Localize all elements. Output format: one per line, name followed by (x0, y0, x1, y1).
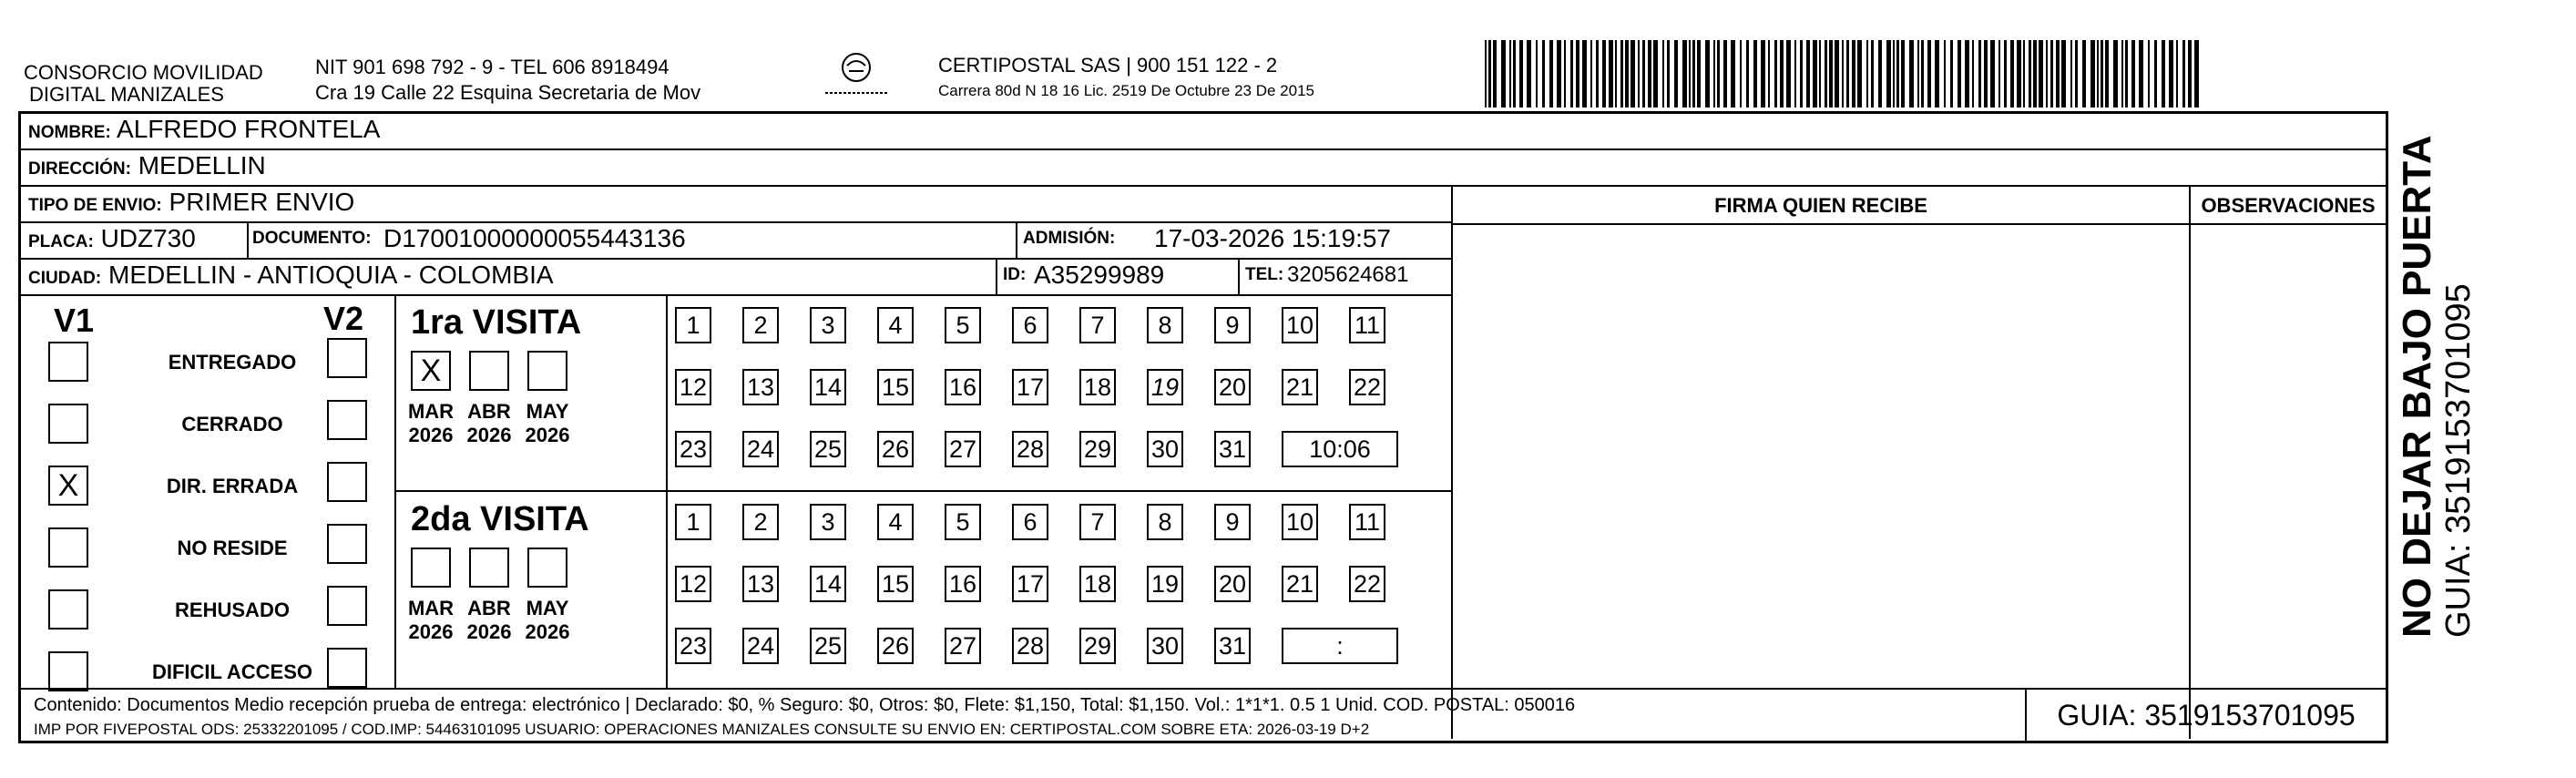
day-box-1[interactable]: 1 (675, 504, 711, 540)
barcode-bar (1536, 40, 1538, 107)
barcode-bar (1682, 40, 1687, 107)
month-checkbox-mar[interactable]: X (411, 351, 451, 391)
day-box-9[interactable]: 9 (1214, 307, 1251, 343)
day-box-28[interactable]: 28 (1012, 628, 1048, 664)
barcode-bar (1958, 40, 1961, 107)
barcode-bar (2004, 40, 2007, 107)
barcode-bar (1998, 40, 2000, 107)
nombre-row (21, 114, 2386, 150)
barcode (1485, 40, 2204, 107)
barcode-bar (1705, 40, 1710, 107)
barcode-bar (2188, 40, 2192, 107)
day-box-31[interactable]: 31 (1214, 431, 1251, 467)
day-box-25[interactable]: 25 (810, 431, 846, 467)
barcode-bar (1835, 40, 1839, 107)
barcode-bar (2050, 40, 2053, 107)
v2-checkbox[interactable] (327, 524, 367, 564)
barcode-bar (2148, 40, 2150, 107)
barcode-bar (1871, 40, 1874, 107)
barcode-bar (1570, 40, 1573, 107)
barcode-bar (1674, 40, 1678, 107)
v1-checkbox-dir-errada[interactable]: X (48, 466, 88, 506)
barcode-bar (1582, 40, 1587, 107)
status-label: NO RESIDE (177, 537, 288, 559)
firma-header: FIRMA QUIEN RECIBE (1714, 194, 1927, 217)
barcode-bar (2039, 40, 2043, 107)
direccion-label: DIRECCIÓN: (28, 159, 131, 179)
signature-area[interactable] (1453, 225, 2187, 688)
barcode-bar (1485, 40, 1487, 107)
day-box-23[interactable]: 23 (675, 628, 711, 664)
direccion-row (21, 150, 2386, 187)
barcode-bar (1557, 40, 1561, 107)
day-box-1[interactable]: 1 (675, 307, 711, 343)
day-box-3[interactable]: 3 (810, 504, 846, 540)
v2-label: V2 (323, 300, 364, 337)
month-name: MAY (526, 400, 569, 423)
day-box-13[interactable]: 13 (742, 369, 779, 405)
barcode-bar (1620, 40, 1623, 107)
id-label: ID: (1003, 265, 1027, 284)
day-box-31[interactable]: 31 (1214, 628, 1251, 664)
barcode-bar (1813, 40, 1817, 107)
day-box-5[interactable]: 5 (945, 307, 981, 343)
day-box-8[interactable]: 8 (1147, 504, 1183, 540)
barcode-bar (1653, 40, 1658, 107)
day-box-6[interactable]: 6 (1012, 307, 1048, 343)
status-label: DIR. ERRADA (166, 475, 299, 497)
barcode-bar (1602, 40, 1606, 107)
barcode-bar (1662, 40, 1664, 107)
day-box-12[interactable]: 12 (675, 369, 711, 405)
barcode-bar (1689, 40, 1691, 107)
side-guia: GUIA: 3519153701095 (2439, 283, 2478, 638)
v2-checkbox[interactable] (327, 648, 367, 688)
month-year: 2026 (525, 620, 570, 643)
barcode-bar (1576, 40, 1579, 107)
barcode-bar (1878, 40, 1882, 107)
barcode-bar (1819, 40, 1821, 107)
barcode-bar (1630, 40, 1635, 107)
day-box-29[interactable]: 29 (1079, 431, 1116, 467)
barcode-bar (2061, 40, 2066, 107)
barcode-bar (2075, 40, 2078, 107)
company-line-2: DIGITAL MANIZALES (29, 83, 224, 106)
documento-value: D17001000000055443136 (383, 224, 686, 252)
barcode-bar (1935, 40, 1939, 107)
barcode-bar (1829, 40, 1833, 107)
barcode-bar (1549, 40, 1553, 107)
day-box-2[interactable]: 2 (742, 504, 779, 540)
status-label: DIFICIL ACCESO (151, 660, 312, 683)
barcode-bar (2090, 40, 2095, 107)
barcode-bar (2162, 40, 2165, 107)
side-warning (2396, 135, 2478, 638)
day-box-28[interactable]: 28 (1012, 431, 1048, 467)
barcode-bar (1972, 40, 1974, 107)
barcode-bar (1886, 40, 1891, 107)
barcode-bar (1713, 40, 1715, 107)
day-box-2[interactable]: 2 (742, 307, 779, 343)
barcode-bar (1950, 40, 1953, 107)
observations-area[interactable] (2191, 225, 2386, 688)
barcode-bar (2176, 40, 2178, 107)
placa-row (21, 223, 1451, 260)
barcode-bar (1638, 40, 1640, 107)
barcode-bar (1857, 40, 1862, 107)
barcode-bar (1893, 40, 1895, 107)
month-year: 2026 (466, 424, 512, 446)
barcode-bar (1774, 40, 1777, 107)
day-box-18[interactable]: 18 (1079, 369, 1116, 405)
month-name: MAY (526, 597, 569, 619)
status-label: CERRADO (181, 413, 283, 435)
barcode-bar (1746, 40, 1749, 107)
barcode-bar (1909, 40, 1914, 107)
month-name: ABR (467, 400, 511, 423)
time-box[interactable]: : (1282, 628, 1398, 664)
barcode-bar (1846, 40, 1849, 107)
month-label (520, 400, 575, 447)
nit-line: NIT 901 698 792 - 9 - TEL 606 8918494 (315, 56, 670, 78)
barcode-bar (1927, 40, 1931, 107)
barcode-bar (1780, 40, 1784, 107)
address-line: Cra 19 Calle 22 Esquina Secretaria de Mov (315, 81, 701, 104)
barcode-bar (1786, 40, 1791, 107)
tipo-row (21, 187, 1451, 223)
day-box-25[interactable]: 25 (810, 628, 846, 664)
day-box-16[interactable]: 16 (945, 369, 981, 405)
admision-value: 17-03-2026 15:19:57 (1154, 224, 1391, 252)
day-box-11[interactable]: 11 (1349, 504, 1385, 540)
day-box-4[interactable]: 4 (877, 504, 914, 540)
ciudad-label: CIUDAD: (28, 269, 102, 288)
month-year: 2026 (408, 424, 454, 446)
day-box-26[interactable]: 26 (877, 431, 914, 467)
day-box-5[interactable]: 5 (945, 504, 981, 540)
month-label (462, 400, 516, 447)
barcode-bar (1692, 40, 1695, 107)
barcode-bar (1921, 40, 1924, 107)
admision-label: ADMISIÓN: (1023, 229, 1116, 248)
tel-label: TEL: (1245, 265, 1284, 284)
day-box-10[interactable]: 10 (1282, 504, 1318, 540)
day-box-13[interactable]: 13 (742, 566, 779, 602)
month-checkbox-mar[interactable] (411, 548, 451, 588)
barcode-bar (1723, 40, 1727, 107)
day-box-21[interactable]: 21 (1282, 566, 1318, 602)
v1-checkbox-rehusado[interactable] (48, 589, 88, 630)
carrier-info (938, 53, 1314, 104)
id-value: A35299989 (1034, 261, 1165, 289)
barcode-bar (2131, 40, 2135, 107)
documento-label: DOCUMENTO: (252, 229, 372, 248)
barcode-bar (1800, 40, 1803, 107)
barcode-bar (1542, 40, 1545, 107)
company-name (24, 62, 263, 106)
carrier-line: CERTIPOSTAL SAS | 900 151 122 - 2 (938, 54, 1278, 77)
barcode-bar (1866, 40, 1868, 107)
barcode-bar (1761, 40, 1765, 107)
barcode-bar (1513, 40, 1516, 107)
barcode-bar (2070, 40, 2072, 107)
barcode-bar (2082, 40, 2086, 107)
month-year: 2026 (525, 424, 570, 446)
barcode-bar (2121, 40, 2123, 107)
time-box[interactable]: 10:06 (1282, 431, 1398, 467)
day-box-11[interactable]: 11 (1349, 307, 1385, 343)
day-box-15[interactable]: 15 (877, 369, 914, 405)
v1-checkbox-no-reside[interactable] (48, 527, 88, 568)
day-box-30[interactable]: 30 (1147, 431, 1183, 467)
v2-checkbox[interactable] (327, 462, 367, 502)
barcode-bar (1642, 40, 1645, 107)
barcode-bar (2125, 40, 2128, 107)
month-checkbox-may[interactable] (527, 351, 567, 391)
v2-checkbox[interactable] (327, 586, 367, 626)
day-box-14[interactable]: 14 (810, 369, 846, 405)
barcode-bar (1917, 40, 1919, 107)
barcode-bar (1596, 40, 1599, 107)
ciudad-row (21, 260, 1451, 296)
barcode-bar (2017, 40, 2021, 107)
v1-checkbox-cerrado[interactable] (48, 404, 88, 444)
nombre-value: ALFREDO FRONTELA (117, 115, 381, 143)
month-checkbox-may[interactable] (527, 548, 567, 588)
barcode-bar (2182, 40, 2185, 107)
day-box-29[interactable]: 29 (1079, 628, 1116, 664)
barcode-bar (1731, 40, 1735, 107)
day-box-21[interactable]: 21 (1282, 369, 1318, 405)
month-label (404, 400, 458, 447)
barcode-bar (1978, 40, 1981, 107)
month-label (404, 597, 458, 644)
barcode-bar (2033, 40, 2037, 107)
barcode-bar (1852, 40, 1855, 107)
month-name: MAR (407, 597, 455, 619)
barcode-bar (1648, 40, 1651, 107)
day-box-24[interactable]: 24 (742, 628, 779, 664)
day-box-9[interactable]: 9 (1214, 504, 1251, 540)
nombre-label: NOMBRE: (28, 123, 111, 142)
placa-label: PLACA: (28, 232, 94, 251)
barcode-bar (1768, 40, 1770, 107)
day-box-4[interactable]: 4 (877, 307, 914, 343)
day-box-27[interactable]: 27 (945, 628, 981, 664)
day-box-24[interactable]: 24 (742, 431, 779, 467)
day-box-23[interactable]: 23 (675, 431, 711, 467)
observaciones-header: OBSERVACIONES (2201, 194, 2376, 217)
barcode-bar (2113, 40, 2118, 107)
barcode-bar (2105, 40, 2109, 107)
footer-imp: IMP POR FIVEPOSTAL ODS: 25332201095 / COD.IMP: 54463101095 USUARIO: OPERACIONES MANIZALES CONSULTE SU ENVIO EN: CERTIPOSTAL.COM SOBRE ETA: 2026-03-19 D+2 (34, 721, 1370, 738)
day-box-22[interactable]: 22 (1349, 369, 1385, 405)
visit2-title: 2da VISITA (411, 500, 589, 538)
direccion-value: MEDELLIN (138, 151, 266, 179)
barcode-bar (1717, 40, 1720, 107)
barcode-bar (1697, 40, 1701, 107)
barcode-bar (1609, 40, 1613, 107)
certipostal-logo (818, 49, 894, 104)
day-box-18[interactable]: 18 (1079, 566, 1116, 602)
day-box-19[interactable]: 19 (1147, 566, 1183, 602)
barcode-bar (2139, 40, 2143, 107)
barcode-bar (2194, 40, 2199, 107)
barcode-bar (1564, 40, 1566, 107)
barcode-bar (1842, 40, 1844, 107)
barcode-bar (2023, 40, 2025, 107)
month-checkbox-abr[interactable] (469, 351, 509, 391)
day-box-30[interactable]: 30 (1147, 628, 1183, 664)
barcode-bar (1501, 40, 1506, 107)
day-box-14[interactable]: 14 (810, 566, 846, 602)
day-box-26[interactable]: 26 (877, 628, 914, 664)
barcode-bar (1896, 40, 1899, 107)
status-label: REHUSADO (175, 599, 290, 621)
day-box-3[interactable]: 3 (810, 307, 846, 343)
month-year: 2026 (466, 620, 512, 643)
barcode-bar (2029, 40, 2031, 107)
day-box-8[interactable]: 8 (1147, 307, 1183, 343)
guia-box: GUIA: 3519153701095 (2025, 688, 2386, 742)
day-box-16[interactable]: 16 (945, 566, 981, 602)
v2-checkbox[interactable] (327, 338, 367, 378)
v2-checkbox[interactable] (327, 400, 367, 440)
barcode-bar (2056, 40, 2060, 107)
day-box-7[interactable]: 7 (1079, 307, 1116, 343)
carrier-address: Carrera 80d N 18 16 Lic. 2519 De Octubre 23 De 2015 (938, 82, 1314, 99)
barcode-bar (1527, 40, 1531, 107)
tipo-label: TIPO DE ENVIO: (28, 196, 162, 215)
barcode-bar (2097, 40, 2099, 107)
month-year: 2026 (408, 620, 454, 643)
barcode-bar (1753, 40, 1757, 107)
barcode-bar (1625, 40, 1629, 107)
day-box-15[interactable]: 15 (877, 566, 914, 602)
barcode-bar (1965, 40, 1969, 107)
barcode-bar (1825, 40, 1827, 107)
barcode-bar (1740, 40, 1742, 107)
barcode-bar (2169, 40, 2173, 107)
v1-checkbox-entregado[interactable] (48, 342, 88, 382)
tel-value: 3205624681 (1287, 262, 1409, 287)
company-line-1: CONSORCIO MOVILIDAD (24, 61, 263, 84)
day-box-10[interactable]: 10 (1282, 307, 1318, 343)
day-box-7[interactable]: 7 (1079, 504, 1116, 540)
day-box-6[interactable]: 6 (1012, 504, 1048, 540)
month-label (462, 597, 516, 644)
barcode-bar (1944, 40, 1946, 107)
barcode-bar (1901, 40, 1905, 107)
barcode-bar (1806, 40, 1810, 107)
month-name: MAR (407, 400, 455, 423)
barcode-bar (1488, 40, 1491, 107)
day-box-17[interactable]: 17 (1012, 566, 1048, 602)
barcode-bar (1794, 40, 1796, 107)
day-box-20[interactable]: 20 (1214, 566, 1251, 602)
barcode-bar (1493, 40, 1497, 107)
month-label (520, 597, 575, 644)
barcode-bar (2101, 40, 2103, 107)
barcode-bar (1615, 40, 1617, 107)
month-name: ABR (467, 597, 511, 619)
day-box-27[interactable]: 27 (945, 431, 981, 467)
barcode-bar (1590, 40, 1592, 107)
day-box-17[interactable]: 17 (1012, 369, 1048, 405)
day-box-19[interactable]: 19 (1147, 369, 1183, 405)
day-box-22[interactable]: 22 (1349, 566, 1385, 602)
barcode-bar (1519, 40, 1523, 107)
no-dejar-text: NO DEJAR BAJO PUERTA (2395, 135, 2439, 638)
barcode-bar (1984, 40, 1988, 107)
barcode-bar (1990, 40, 1995, 107)
delivery-form (18, 111, 2388, 743)
visit1-title: 1ra VISITA (411, 303, 582, 342)
placa-value: UDZ730 (100, 224, 196, 252)
v1-label: V1 (54, 302, 95, 339)
barcode-bar (2154, 40, 2157, 107)
company-info (315, 55, 700, 106)
day-box-20[interactable]: 20 (1214, 369, 1251, 405)
barcode-bar (2010, 40, 2014, 107)
v1-checkbox-dificil-acceso[interactable] (48, 651, 88, 691)
barcode-bar (1509, 40, 1511, 107)
status-label: ENTREGADO (168, 351, 297, 374)
day-box-12[interactable]: 12 (675, 566, 711, 602)
barcode-bar (1667, 40, 1670, 107)
ciudad-value: MEDELLIN - ANTIOQUIA - COLOMBIA (108, 261, 554, 289)
month-checkbox-abr[interactable] (469, 548, 509, 588)
footer-content: Contenido: Documentos Medio recepción prueba de entrega: electrónico | Declarado: $0, % Seguro: $0, Otros: $0, Flete: $1,150, Total: $1,150. Vol.: 1*1*1. 0.5 1 Unid. COD. POSTAL: 050016 (34, 695, 1576, 715)
barcode-bar (2046, 40, 2048, 107)
tipo-value: PRIMER ENVIO (169, 188, 355, 216)
